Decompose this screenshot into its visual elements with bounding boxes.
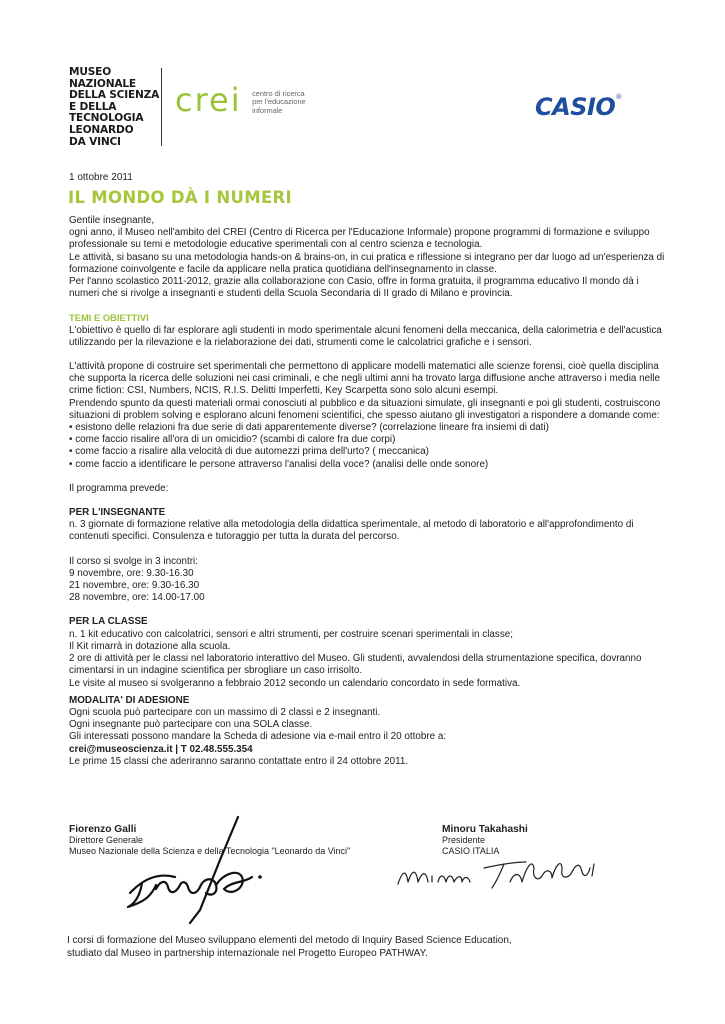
- insegnante-text: n. 3 giornate di formazione relative alla metodologia della didattica sperimentale, al metodo di laboratorio e all'approfondimento di contenuti specifici. Consulenza e tutoraggio per tutta la durata del percorso.: [69, 519, 634, 543]
- signer-org: Museo Nazionale della Scienza e della Tecnologia "Leonardo da Vinci": [69, 846, 351, 856]
- section-heading-insegnante: PER L'INSEGNANTE: [69, 507, 166, 519]
- temi-paragraph: Prendendo spunto da questi materiali ormai conosciuti al pubblico e da situazioni simulate, gli insegnanti e poi gli studenti, costruiscono situazioni di problem solving e esplorano alcuni fenomeni scientifici, che spesso aiutano gli investigatori a rispondere a domande come:: [69, 397, 661, 421]
- bullet-item: • come faccio risalire all'ora di un omicidio? (scambi di calore fra due corpi): [69, 434, 396, 446]
- bullet-item: • come faccio a identificare le persone attraverso l'analisi della voce? (analisi delle onde sonore): [69, 458, 489, 470]
- temi-paragraph: L'attività propone di costruire set sperimentali che permettono di applicare modelli matematici alle scienze forensi, cioè quella disciplina che supporta la ricerca delle soluzioni nei casi criminali, e che negli ultimi anni ha trovato larga diffusione anche attraverso i media nelle crime fiction: CSI, Numbers, NCIS, R.I.S. Delitti Imperfetti, Key Scarpetta sono solo alcuni esempi.: [69, 361, 660, 397]
- signer-role: Presidente: [442, 835, 486, 845]
- classe-line: Le visite al museo si svolgeranno a febbraio 2012 secondo un calendario concordato in sede formativa.: [69, 677, 521, 689]
- signer-role: Direttore Generale: [69, 835, 144, 845]
- museum-logo: [69, 67, 159, 148]
- museum-logo-line: NAZIONALE: [69, 77, 136, 90]
- intro-paragraph: Le attività, si basano su una metodologia hands-on & brains-on, in cui pratica e riflessione si integrano per dar luogo ad un'esperienza di formazione coinvolgente e facile da applicare nella pratica quotidiana dell'insegnamento in classe.: [69, 251, 665, 275]
- adesione-line: Gli interessati possono mandare la Scheda di adesione via e-mail entro il 20 ottobre a:: [69, 731, 447, 743]
- letter-date: 1 ottobre 2011: [69, 172, 133, 183]
- bullet-item: • come faccio a risalire alla velocità di due automezzi prima dell'urto? ( meccanica): [69, 446, 429, 458]
- letter-body: [69, 215, 669, 768]
- crei-logo-word: crei: [175, 81, 242, 119]
- intro-paragraph: ogni anno, il Museo nell'ambito del CREI (Centro di Ricerca per l'Educazione Informale) propone programmi di formazione e sviluppo professionale su temi e metodologie educative sperimentali con al centro scienza e tecnologia.: [69, 227, 650, 251]
- contact-info: crei@museoscienza.it | T 02.48.555.354: [69, 743, 253, 755]
- museum-logo-line: MUSEO: [69, 66, 112, 78]
- letter-title: IL MONDO DÀ I NUMERI: [68, 188, 292, 207]
- signer-name: Fiorenzo Galli: [69, 824, 137, 835]
- classe-line: 2 ore di attività per le classi nel laboratorio interattivo del Museo. Gli studenti, avvalendosi della strumentazione specifica, dovranno cimentarsi in un indagine scientifica per sbrogliare un caso irrisolto.: [69, 653, 642, 677]
- crei-subtitle-line: per l'educazione: [252, 97, 306, 107]
- crei-subtitle-line: centro di ricerca: [252, 89, 305, 98]
- crei-subtitle-line: informale: [252, 105, 283, 115]
- museum-logo-line: E DELLA: [69, 100, 117, 113]
- casio-logo: [535, 93, 622, 121]
- greeting: Gentile insegnante,: [69, 215, 155, 226]
- incontri-intro: Il corso si svolge in 3 incontri:: [69, 555, 198, 567]
- section-heading-adesione: MODALITA' DI ADESIONE: [69, 694, 190, 706]
- handwritten-signature-takahashi: [392, 848, 602, 898]
- classe-line: n. 1 kit educativo con calcolatrici, sensori e altri strumenti, per costruire scenari sperimentali in classe;: [69, 628, 514, 640]
- classe-line: Il Kit rimarrà in dotazione alla scuola.: [69, 640, 231, 652]
- museum-logo-line: TECNOLOGIA: [69, 112, 144, 125]
- museum-logo-line: DA VINCI: [69, 135, 121, 148]
- header-divider: [161, 68, 162, 146]
- temi-paragraph: L'obiettivo è quello di far esplorare agli studenti in modo sperimentale alcuni fenomeni della meccanica, della calorimetria e dell'acustica utilizzando per la rilevazione e la rielaborazione dei dati, strumenti come le calcolatrici grafiche e i sensori.: [69, 324, 662, 348]
- footer-line: I corsi di formazione del Museo sviluppano elementi del metodo di Inquiry Based Science Education,: [67, 935, 512, 946]
- programma-intro: Il programma prevede:: [69, 482, 169, 494]
- adesione-closing: Le prime 15 classi che aderiranno saranno contattate entro il 24 ottobre 2011.: [69, 755, 409, 767]
- signer-org: CASIO ITALIA: [442, 846, 500, 856]
- casio-logo-word: CASIO: [535, 93, 616, 121]
- museum-logo-line: LEONARDO: [69, 123, 134, 136]
- signer-name: Minoru Takahashi: [442, 824, 528, 835]
- intro-paragraph: Per l'anno scolastico 2011-2012, grazie alla collaborazione con Casio, offre in forma gratuita, il programma educativo Il mondo dà i numeri che si rivolge a insegnanti e studenti della Scuola Secondaria di II grado di Milano e provincia.: [69, 276, 639, 300]
- adesione-line: Ogni insegnante può partecipare con una SOLA classe.: [69, 719, 313, 731]
- footer-note: [67, 935, 667, 960]
- section-heading-temi: TEMI E OBIETTIVI: [69, 312, 149, 324]
- bullet-item: • esistono delle relazioni fra due serie di dati apparentemente diverse? (correlazione lineare fra insiemi di dati): [69, 422, 549, 434]
- crei-logo-subtitle: [252, 90, 306, 115]
- incontro-date: 28 novembre, ore: 14.00-17.00: [69, 592, 205, 604]
- casio-registered-mark: ®: [615, 93, 622, 101]
- section-heading-classe: PER LA CLASSE: [69, 616, 148, 628]
- handwritten-signature-galli: [120, 815, 280, 925]
- footer-line: studiato dal Museo in partnership internazionale nel Progetto Europeo PATHWAY.: [67, 947, 428, 959]
- incontro-date: 9 novembre, ore: 9.30-16.30: [69, 567, 194, 579]
- crei-logo: [175, 81, 306, 119]
- adesione-line: Ogni scuola può partecipare con un massimo di 2 classi e 2 insegnanti.: [69, 706, 381, 718]
- incontro-date: 21 novembre, ore: 9.30-16.30: [69, 580, 200, 592]
- museum-logo-line: DELLA SCIENZA: [69, 89, 160, 102]
